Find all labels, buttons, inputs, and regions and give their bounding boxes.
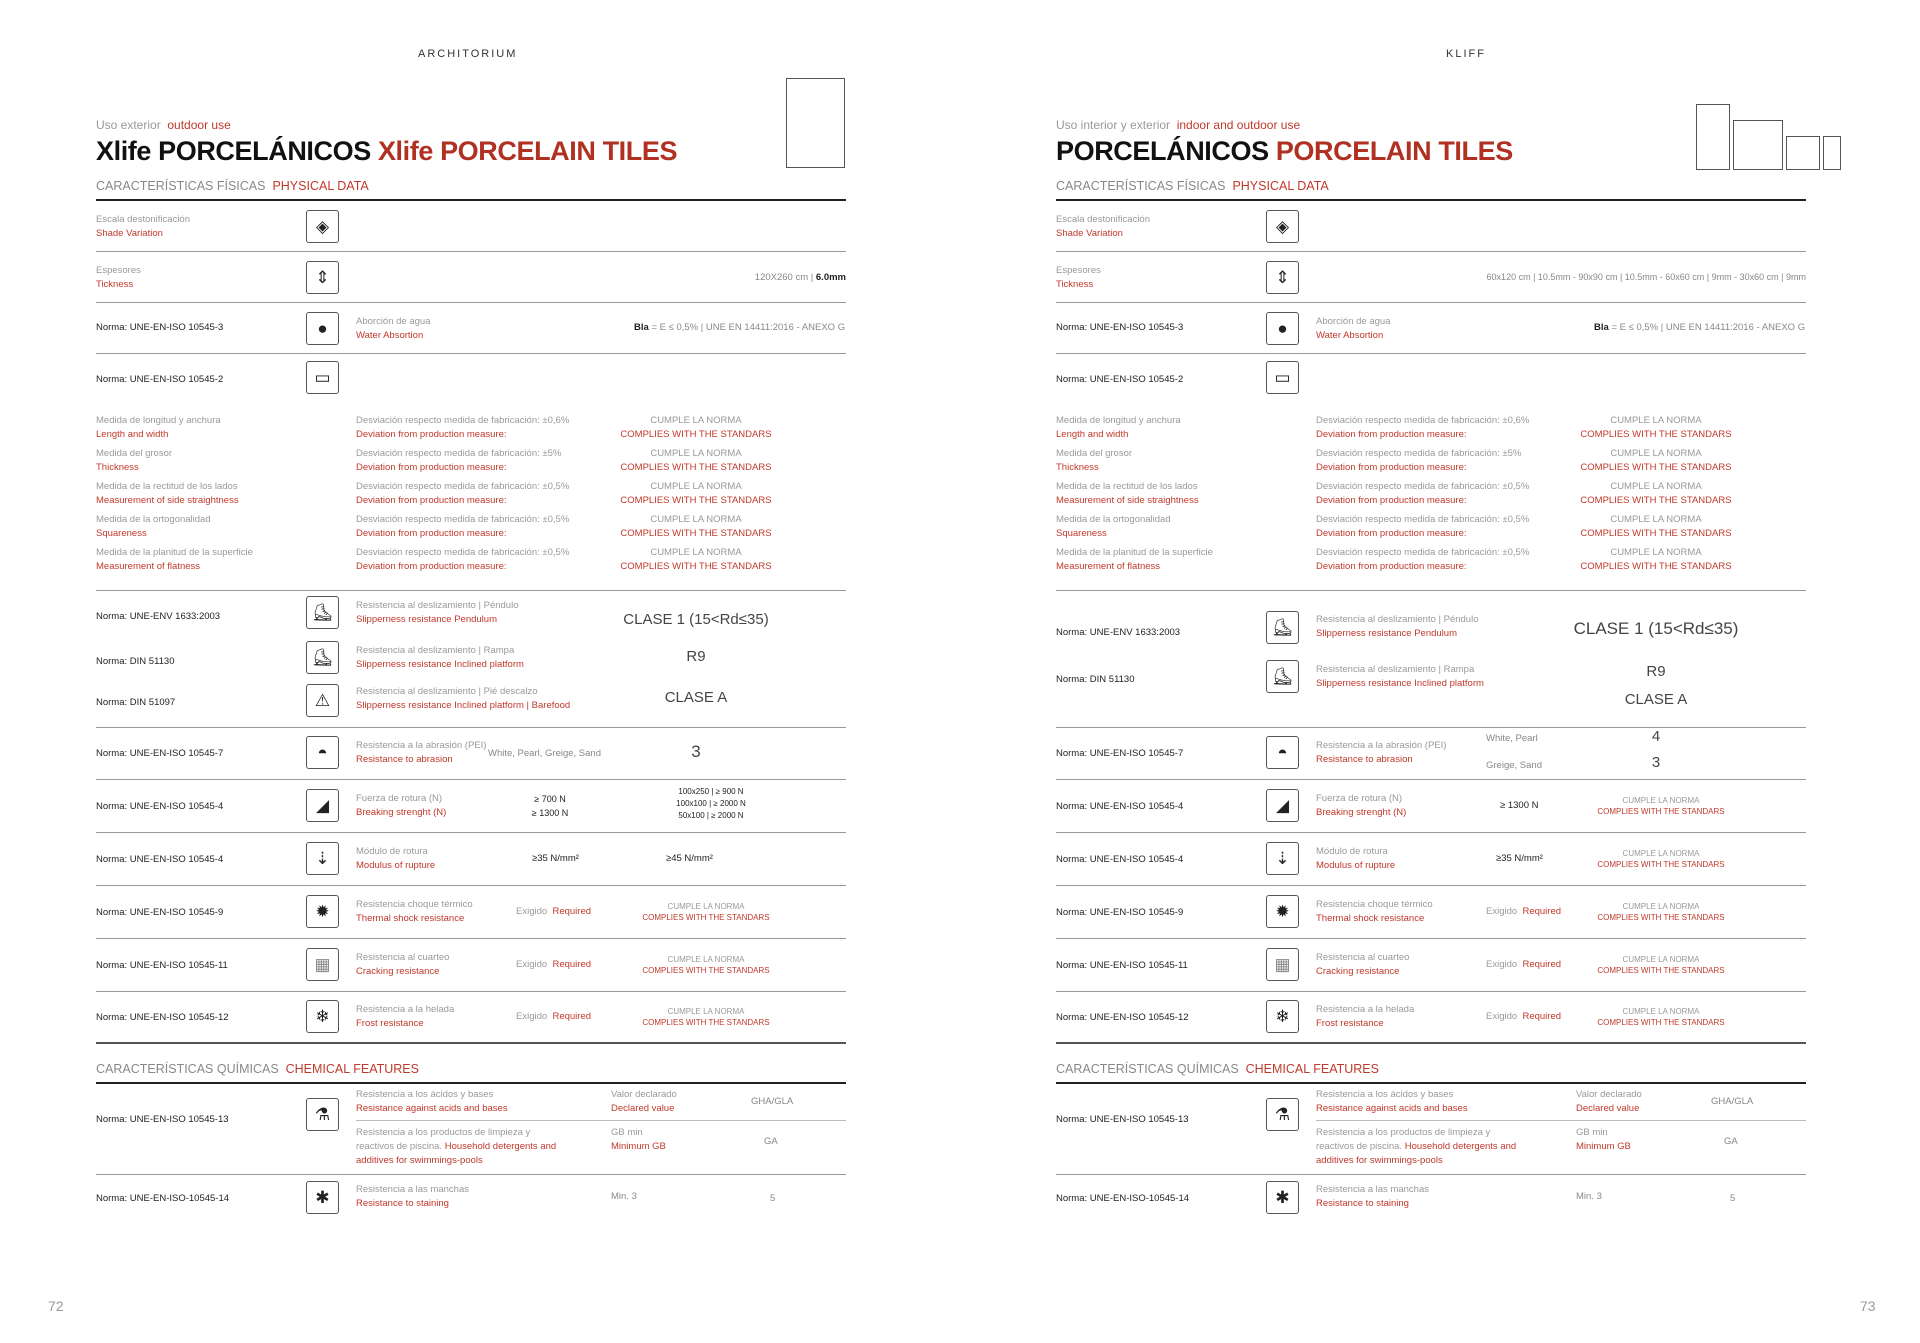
thermal-shock-icon: ✹ — [1266, 895, 1299, 928]
row-thermal-shock: Norma: UNE-EN-ISO 10545-9 ✹ Resistencia choque térmico Thermal shock resistance Exigido Required CUMPLE LA NORMA COMPLIES WITH THE STANDARS — [96, 886, 846, 939]
row-abrasion: Norma: UNE-EN-ISO 10545-7 ◓ Resistencia a la abrasión (PEI) Resistance to abrasion White, Pearl Greige, Sand 4 3 — [1056, 728, 1806, 780]
running-header: KLIFF — [1446, 48, 1486, 60]
stain-icon: ✱ — [1266, 1181, 1299, 1214]
row-modulus: Norma: UNE-EN-ISO 10545-4 ⇣ Módulo de rotura Modulus of rupture ≥35 N/mm² ≥45 N/mm² — [96, 833, 846, 886]
row-frost: Norma: UNE-EN-ISO 10545-12 ❄ Resistencia a la helada Frost resistance Exigido Required CUMPLE LA NORMA COMPLIES WITH THE STANDARS — [1056, 992, 1806, 1044]
water-drop-icon: ● — [306, 312, 339, 345]
cracking-icon: ▦ — [306, 948, 339, 981]
row-dimensions: Norma: UNE-EN-ISO 10545-2 ▭ Medida de longitud y anchura Length and width Desviación respecto medida de fabricación: ±0,6% Deviation from production measure: CUMPLE LA NORMA COMPLIES WITH THE STANDARS Medida del grosor Thickness Desviación respecto medida de fabricación: ±5% Deviation from production measure: CUMPLE LA NORMA COMPLIES WITH THE STANDARS Medida de la rectitud de los lados Measurement of side straightness Desviación respecto medida de fabricación: ±0,5% Deviation from production measure: CUMPLE LA NORMA COMPLIES WITH THE STANDARS Medida de la ortogonalidad Squareness Desviación respecto medida de fabricación: ±0,5% Deviation from production measure: CUMPLE LA NORMA COMPLIES WITH THE STANDARS Medida de la planitud de la superficie Measurement of flatness Desviación respecto medida de fabricación: ±0,5% Deviation from production measure: CUMPLE LA NORMA COMPLIES WITH THE STANDARS — [96, 354, 846, 591]
page-title: Xlife PORCELÁNICOS Xlife PORCELAIN TILES — [96, 136, 678, 166]
modulus-icon: ⇣ — [1266, 842, 1299, 875]
thickness-icon: ⇕ — [1266, 261, 1299, 294]
ramp-shoe-icon: ⛸ — [1266, 660, 1299, 693]
row-slip-resistance: Norma: UNE-ENV 1633:2003 ⛸ Resistencia al deslizamiento | Péndulo Slipperness resistance Pendulum CLASE 1 (15<Rd≤35) Norma: DIN 51130 ⛸ Resistencia al deslizamiento | Rampa Slipperness resistance Inclined platform R9 Norma: DIN 51097 ⚠ Resistencia al deslizamiento | Pié descalzo Slipperness resistance Inclined platform | Barefood CLASE A — [96, 591, 846, 728]
row-modulus: Norma: UNE-EN-ISO 10545-4 ⇣ Módulo de rotura Modulus of rupture ≥35 N/mm² CUMPLE LA NORMA COMPLIES WITH THE STANDARS — [1056, 833, 1806, 886]
divider — [1316, 1120, 1806, 1121]
running-header: ARCHITORIUM — [418, 48, 518, 60]
row-water-absorption: Norma: UNE-EN-ISO 10545-3 ● Aborción de agua Water Absortion Bla = E ≤ 0,5% | UNE EN 14411:2016 - ANEXO G — [96, 303, 846, 354]
row-breaking-strength: Norma: UNE-EN-ISO 10545-4 ◢ Fuerza de rotura (N) Breaking strenght (N) ≥ 700 N ≥ 1300 N 100x250 | ≥ 900 N 100x100 | ≥ 2000 N 50x100 | ≥ 2000 N — [96, 780, 846, 833]
page-number: 72 — [48, 1298, 64, 1314]
ruler-icon: ▭ — [306, 361, 339, 394]
row-acids: Norma: UNE-EN-ISO 10545-13 ⚗ Resistencia a los ácidos y bases Resistance against acids and bases Valor declarado Declared value GHA/GLA Resistencia a los productos de limpieza y reactivos de piscina. Household detergents and additives for swimmings-pools GB min Minimum GB GA — [96, 1084, 846, 1175]
snowflake-icon: ❄ — [1266, 1000, 1299, 1033]
thermal-shock-icon: ✹ — [306, 895, 339, 928]
row-shade: Escala destonificación Shade Variation ◈ — [96, 201, 846, 252]
row-cracking: Norma: UNE-EN-ISO 10545-11 ▦ Resistencia al cuarteo Cracking resistance Exigido Required CUMPLE LA NORMA COMPLIES WITH THE STANDARS — [96, 939, 846, 992]
page-title: PORCELÁNICOS PORCELAIN TILES — [1056, 136, 1513, 166]
row-staining: Norma: UNE-EN-ISO-10545-14 ✱ Resistencia a las manchas Resistance to staining Min. 3 5 — [1056, 1175, 1806, 1221]
row-water-absorption: Norma: UNE-EN-ISO 10545-3 ● Aborción de agua Water Absortion Bla = E ≤ 0,5% | UNE EN 14411:2016 - ANEXO G — [1056, 303, 1806, 354]
water-drop-icon: ● — [1266, 312, 1299, 345]
section-chemical: CARACTERÍSTICAS QUÍMICAS CHEMICAL FEATURES — [96, 1062, 846, 1084]
thickness-icon: ⇕ — [306, 261, 339, 294]
row-breaking-strength: Norma: UNE-EN-ISO 10545-4 ◢ Fuerza de rotura (N) Breaking strenght (N) ≥ 1300 N CUMPLE LA NORMA COMPLIES WITH THE STANDARS — [1056, 780, 1806, 833]
shoe-icon: ⛸ — [306, 596, 339, 629]
row-staining: Norma: UNE-EN-ISO-10545-14 ✱ Resistencia a las manchas Resistance to staining Min. 3 5 — [96, 1175, 846, 1221]
spec-sheet — [1056, 118, 1806, 1221]
tile-format-30x60 — [1823, 136, 1841, 170]
abrasion-icon: ◓ — [306, 736, 339, 769]
use-line: Uso exterior outdoor use — [96, 118, 231, 132]
right-page — [960, 0, 1920, 1343]
spec-sheet — [96, 118, 846, 1221]
snowflake-icon: ❄ — [306, 1000, 339, 1033]
row-frost: Norma: UNE-EN-ISO 10545-12 ❄ Resistencia a la helada Frost resistance Exigido Required CUMPLE LA NORMA COMPLIES WITH THE STANDARS — [96, 992, 846, 1044]
section-physical: CARACTERÍSTICAS FÍSICAS PHYSICAL DATA — [1056, 179, 1806, 201]
cracking-icon: ▦ — [1266, 948, 1299, 981]
stain-icon: ✱ — [306, 1181, 339, 1214]
acid-icon: ⚗ — [1266, 1098, 1299, 1131]
use-line: Uso interior y exterior indoor and outdoor use — [1056, 118, 1301, 132]
abrasion-icon: ◓ — [1266, 736, 1299, 769]
modulus-icon: ⇣ — [306, 842, 339, 875]
row-slip-resistance: Norma: UNE-ENV 1633:2003 ⛸ Resistencia al deslizamiento | Péndulo Slipperness resistance Pendulum CLASE 1 (15<Rd≤35) Norma: DIN 51130 ⛸ Resistencia al deslizamiento | Rampa Slipperness resistance Inclined platform R9 CLASE A — [1056, 591, 1806, 728]
breaking-icon: ◢ — [306, 789, 339, 822]
divider — [356, 1120, 846, 1121]
row-dimensions: Norma: UNE-EN-ISO 10545-2 ▭ Medida de longitud y anchura Length and width Desviación respecto medida de fabricación: ±0,6% Deviation from production measure: CUMPLE LA NORMA COMPLIES WITH THE STANDARS Medida del grosor Thickness Desviación respecto medida de fabricación: ±5% Deviation from production measure: CUMPLE LA NORMA COMPLIES WITH THE STANDARS Medida de la rectitud de los lados Measurement of side straightness Desviación respecto medida de fabricación: ±0,5% Deviation from production measure: CUMPLE LA NORMA COMPLIES WITH THE STANDARS Medida de la ortogonalidad Squareness Desviación respecto medida de fabricación: ±0,5% Deviation from production measure: CUMPLE LA NORMA COMPLIES WITH THE STANDARS Medida de la planitud de la superficie Measurement of flatness Desviación respecto medida de fabricación: ±0,5% Deviation from production measure: CUMPLE LA NORMA COMPLIES WITH THE STANDARS — [1056, 354, 1806, 591]
section-physical: CARACTERÍSTICAS FÍSICAS PHYSICAL DATA — [96, 179, 846, 201]
shoe-icon: ⛸ — [1266, 611, 1299, 644]
page-number: 73 — [1860, 1298, 1876, 1314]
row-thickness: Espesores Tickness ⇕ 60x120 cm | 10.5mm - 90x90 cm | 10.5mm - 60x60 cm | 9mm - 30x60 cm | 9mm — [1056, 252, 1806, 303]
row-acids: Norma: UNE-EN-ISO 10545-13 ⚗ Resistencia a los ácidos y bases Resistance against acids and bases Valor declarado Declared value GHA/GLA Resistencia a los productos de limpieza y reactivos de piscina. Household detergents and additives for swimmings-pools GB min Minimum GB GA — [1056, 1084, 1806, 1175]
shade-variation-icon: ◈ — [1266, 210, 1299, 243]
ramp-shoe-icon: ⛸ — [306, 641, 339, 674]
acid-icon: ⚗ — [306, 1098, 339, 1131]
breaking-icon: ◢ — [1266, 789, 1299, 822]
barefoot-icon: ⚠ — [306, 684, 339, 717]
row-shade: Escala destonificación Shade Variation ◈ — [1056, 201, 1806, 252]
ruler-icon: ▭ — [1266, 361, 1299, 394]
shade-variation-icon: ◈ — [306, 210, 339, 243]
row-cracking: Norma: UNE-EN-ISO 10545-11 ▦ Resistencia al cuarteo Cracking resistance Exigido Required CUMPLE LA NORMA COMPLIES WITH THE STANDARS — [1056, 939, 1806, 992]
row-thermal-shock: Norma: UNE-EN-ISO 10545-9 ✹ Resistencia choque térmico Thermal shock resistance Exigido Required CUMPLE LA NORMA COMPLIES WITH THE STANDARS — [1056, 886, 1806, 939]
section-chemical: CARACTERÍSTICAS QUÍMICAS CHEMICAL FEATURES — [1056, 1062, 1806, 1084]
row-thickness: Espesores Tickness ⇕ 120X260 cm | 6.0mm — [96, 252, 846, 303]
row-abrasion: Norma: UNE-EN-ISO 10545-7 ◓ Resistencia a la abrasión (PEI) Resistance to abrasion White, Pearl, Greige, Sand 3 — [96, 728, 846, 780]
